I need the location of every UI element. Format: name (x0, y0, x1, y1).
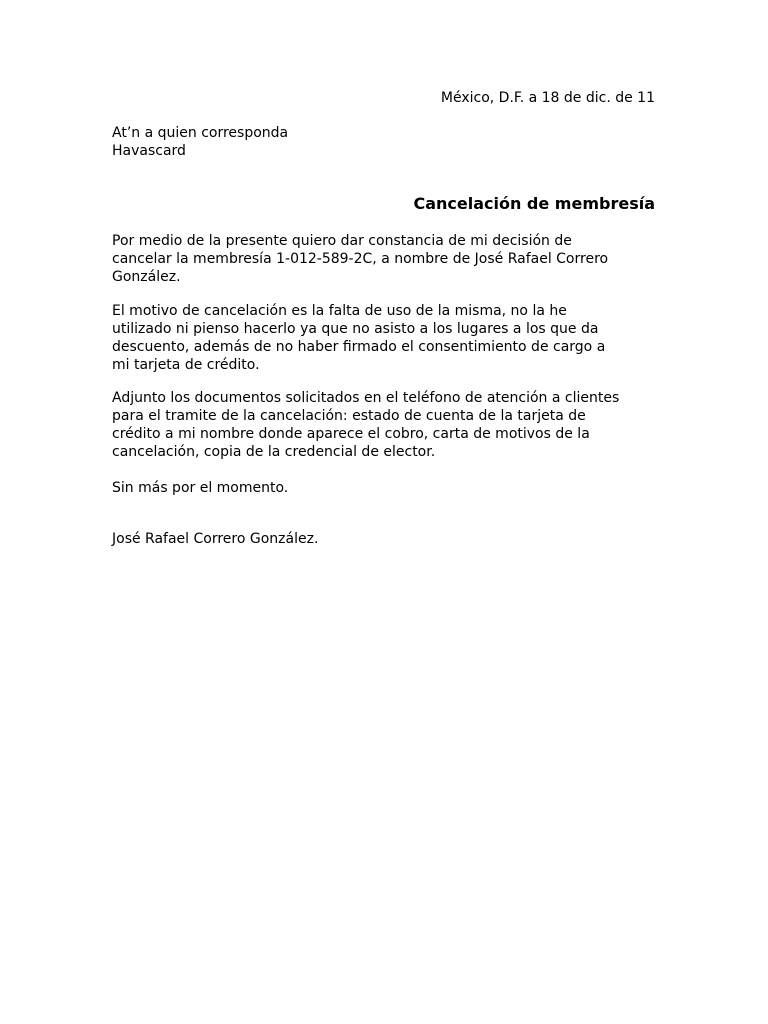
subject-heading: Cancelación de membresía (413, 194, 655, 213)
paragraph-reason (112, 302, 657, 374)
paragraph-line: González. (112, 269, 181, 285)
recipient-block (112, 124, 288, 160)
paragraph-line: cancelación, copia de la credencial de elector. (112, 444, 436, 460)
paragraph-attachments (112, 389, 657, 461)
closing-line: Sin más por el momento. (112, 480, 289, 496)
paragraph-line: El motivo de cancelación es la falta de uso de la misma, no la he (112, 303, 567, 319)
paragraph-line: para el tramite de la cancelación: estado de cuenta de la tarjeta de (112, 408, 586, 424)
recipient-line-attention: At’n a quien corresponda (112, 125, 289, 141)
paragraph-line: crédito a mi nombre donde aparece el cobro, carta de motivos de la (112, 426, 590, 442)
paragraph-line: mi tarjeta de crédito. (112, 357, 260, 373)
paragraph-line: cancelar la membresía 1-012-589-2C, a nombre de José Rafael Correro (112, 251, 609, 267)
paragraph-decision (112, 232, 657, 286)
paragraph-line: descuento, además de no haber firmado el consentimiento de cargo a (112, 339, 606, 355)
date-line: México, D.F. a 18 de dic. de 11 (440, 90, 655, 106)
paragraph-line: Adjunto los documentos solicitados en el teléfono de atención a clientes (112, 390, 620, 406)
paragraph-line: Por medio de la presente quiero dar constancia de mi decisión de (112, 233, 572, 249)
recipient-line-company: Havascard (112, 143, 186, 159)
signature-name: José Rafael Correro González. (112, 531, 319, 547)
paragraph-line: utilizado ni pienso hacerlo ya que no asisto a los lugares a los que da (112, 321, 599, 337)
